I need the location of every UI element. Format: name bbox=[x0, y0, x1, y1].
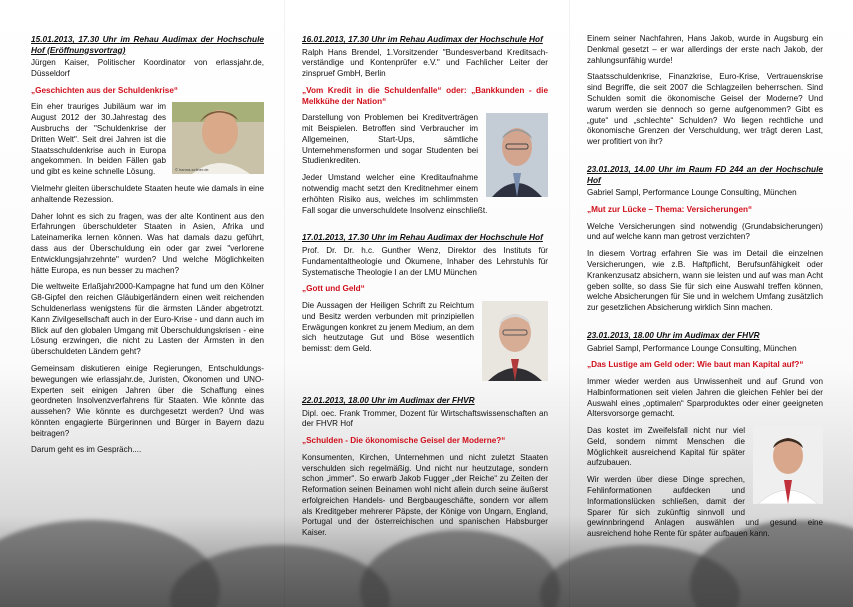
speaker-photo-sampl bbox=[753, 426, 823, 504]
paragraph: Immer wieder werden aus Unwissenheit und auf Grund von Halbinformationen seit vielen Jahren die gleichen Fehler bei der Auswahl eines „optimalen“ Sparproduktes oder einer geeigneten Altersvorsorge gemacht. bbox=[587, 376, 823, 419]
speaker-info: Gabriel Sampl, Performance Lounge Consulting, München bbox=[587, 188, 797, 198]
paragraph: Wir werden über diese Dinge sprechen, Fehlinformationen aufdecken und Informationslücken schließen, damit der Sparer für sich zukünftig sinnvoll und gewinnbringend Anlagen auswählen und gesund eine ausreichend hohe Rente für später aufbauen kann. bbox=[587, 475, 823, 539]
paragraph: Ein eher trauriges Jubiläum war im August 2012 der 30.Jahrestag des Ausbruchs der "Schuldenkrise der Dritten Welt". Seit drei Jahren ist die Staatsschuldenkrise auch in Europa angekommen. In beiden Fällen gab und gibt es keine schnelle Lösung. bbox=[31, 102, 166, 177]
paragraph: Staatsschuldenkrise, Finanzkrise, Euro-Krise, Vertrauenskrise sind Begriffe, die seit 2007 die Schlagzeilen beherrschen. Sind Schulden somit die ökonomische Geisel der Moderne? Und warum werden sie dennoch so gerne aufgenommen? Gibt es „gute“ und „schlechte“ Schulden? Wo liegen rechtliche und ökonomische Grenzen der Verschuldung, wer trägt deren Last, wer profitiert von ihr? bbox=[587, 72, 823, 147]
column-1 bbox=[31, 34, 264, 462]
photo-credit: © hanna-sellner.de bbox=[175, 167, 209, 173]
paragraph: Die Aussagen der Heiligen Schrift zu Reichtum und Besitz werden verbunden mit prinzipiellen Erwägungen konkret zu jenem Medium, an dem sich heutzutage Gut und Böse wesentlich bemisst: dem Geld. bbox=[302, 300, 474, 354]
paragraph: Die weltweite Erlaßjahr2000-Kampagne hat fund um den Kölner G8-Gipfel den reichen Gläubigerländern einen weit reichenden Schuldenerlass wenigstens für die ärmsten Länder abgetrotzt. Kann Zivilgesellschaft auch in der Euro-Krise - und dann auch im Blick auf den globalen Umgang mit Überschuldungskrisen - eine Lösung erzwingen, die nicht zu Lasten der Ärmsten in den überschuldeten Ländern geht? bbox=[31, 282, 264, 357]
event-date: 17.01.2013, 17.30 Uhr im Rehau Audimax der Hochschule Hof bbox=[302, 232, 543, 243]
paragraph: Das kostet im Zweifelsfall nicht nur viel Geld, sondern nimmt Menschen die Möglichkeit ausreichend Kapital für später aufzubauen. bbox=[587, 426, 745, 468]
speaker-photo-brendel bbox=[486, 113, 548, 197]
column-3 bbox=[587, 34, 823, 546]
paragraph: Jeder Umstand welcher eine Kreditaufnahme notwendig macht setzt den Kreditnehmer einem erhöhten Risiko aus, welches im schlimmsten Fall sogar die unverschuldete Insolvenz einschließt. bbox=[302, 173, 488, 215]
fold-line bbox=[569, 0, 570, 607]
talk-title: „Gott und Geld“ bbox=[302, 284, 365, 294]
event-date: 16.01.2013, 17.30 Uhr im Rehau Audimax der Hochschule Hof bbox=[302, 34, 543, 44]
paragraph: Einem seiner Nachfahren, Hans Jakob, wurde in Augsburg ein Denkmal gesetzt – er war allerdings der erste nach Jakob, der zahlungsunfähig wurde! bbox=[587, 34, 823, 65]
event-date: 15.01.2013, 17.30 Uhr im Rehau Audimax der Hochschule Hof (Eröffnungsvortrag) bbox=[31, 34, 264, 55]
event-date: 22.01.2013, 18.00 Uhr im Audimax der FHVR bbox=[302, 394, 475, 405]
speaker-photo-kaiser bbox=[172, 102, 264, 174]
fold-line bbox=[284, 0, 285, 607]
paragraph: Daher lohnt es sich zu fragen, was der alte Kontinent aus den Erfahrungen überschuldeter Staaten in Asien, Afrika und Lateinamerika lernen können. Was hat damals dazu geführt, dass aus der Überschuldung ein oder gar zwei "verlorene Entwicklungsjahrzehnte" wurden? Und welche Möglichkeiten hätte Europa, es nun besser zu machen? bbox=[31, 211, 264, 275]
speaker-info: Gabriel Sampl, Performance Lounge Consulting, München bbox=[587, 343, 797, 353]
paragraph: Darstellung von Problemen bei Kreditverträgen mit Beispielen. Betroffen sind Verbraucher im Allgemeinen, Start-Ups, sämtliche Unternehmensformen und sogar Studenten bei Studienkrediten. bbox=[302, 113, 478, 166]
talk-title: „Das Lustige am Geld oder: Wie baut man Kapital auf?“ bbox=[587, 360, 804, 370]
paragraph: In diesem Vortrag erfahren Sie was im Detail die einzelnen Versicherungen, wie z.B. Haftpflicht, Berufsunfähigkeit oder Krankenzusatz absichern, wann sie leisten und auf was man Acht geben sollte, so dass Sie für sich eine Auswahl treffen können, welche Absicherungen für Sie und in welchem Umfang zusätzlich zur gesetzlichen Absicherung wirklich Sinn machen. bbox=[587, 249, 823, 313]
paragraph: Gemeinsam diskutieren einige Regierungen, Entschuldungs-bewegungen wie erlassjahr.de, Juristen, Ökonomen und UNO-Experten seit einigen Jahren über die Schaffung eines geordneten Insolvenzverfahrens für Staaten. Wie könnte das aussehen? Wie könnte es durchgesetzt werden? Und was könnten engagierte Bürgerinnen und Bürger in Bayern dazu beitragen? bbox=[31, 363, 264, 438]
column-2 bbox=[302, 34, 548, 545]
background-crowd-shape bbox=[170, 545, 390, 607]
paragraph: Darum geht es im Gespräch.... bbox=[31, 445, 142, 455]
speaker-photo-wenz bbox=[482, 301, 548, 381]
talk-title: „Mut zur Lücke – Thema: Versicherungen“ bbox=[587, 204, 753, 214]
speaker-info: Jürgen Kaiser, Politischer Koordinator von erlassjahr.de, Düsseldorf bbox=[31, 58, 264, 78]
paragraph: Konsumenten, Kirchen, Unternehmen und nicht zuletzt Staaten verschulden sich regelmäßig. Und nicht nur heutzutage, sondern schon „immer“. So erwarb Jakob Fugger „der Reiche“ zu Zeiten der Reformation seinen Beinamen wohl nicht allein durch seine äußerst erfolgreichen Handels- und Bergbaugeschäfte, sondern vor allem als Kreditgeber mehrerer Päpste, der Könige von Ungarn, England, Portugal und der österreichischen und spanischen Habsburger Kaiser. bbox=[302, 452, 548, 538]
talk-title: „Schulden - Die ökonomische Geisel der Moderne?“ bbox=[302, 436, 506, 446]
paragraph: Vielmehr gleiten überschuldete Staaten heute wie damals in eine anhaltende Rezession. bbox=[31, 183, 264, 204]
event-date: 23.01.2013, 18.00 Uhr im Audimax der FHVR bbox=[587, 329, 760, 340]
speaker-info: Dipl. oec. Frank Trommer, Dozent für Wirtschaftswissenschaften an der FHVR Hof bbox=[302, 408, 548, 429]
speaker-info: Ralph Hans Brendel, 1.Vorsitzender "Bundesverband Kreditsach-verständige und Kontenprüfer e.V." und Fachlicher Leiter der zinspruef GmbH, Berlin bbox=[302, 47, 548, 79]
event-date: 23.01.2013, 14.00 Uhr im Raum FD 244 an der Hochschule Hof bbox=[587, 163, 823, 185]
paragraph: Welche Versicherungen sind notwendig (Grundabsicherungen) und auf welche kann man getrost verzichten? bbox=[587, 221, 823, 242]
speaker-info: Prof. Dr. Dr. h.c. Gunther Wenz, Direktor des Instituts für Fundamentaltheologie und Ökumene, Inhaber des Lehrstuhls für Systematische Theologie I an der LMU München bbox=[302, 245, 548, 277]
talk-title: „Geschichten aus der Schuldenkrise“ bbox=[31, 85, 178, 95]
talk-title: „Vom Kredit in die Schuldenfalle“ oder: „Bankkunden - die Melkkühe der Nation“ bbox=[302, 85, 548, 106]
